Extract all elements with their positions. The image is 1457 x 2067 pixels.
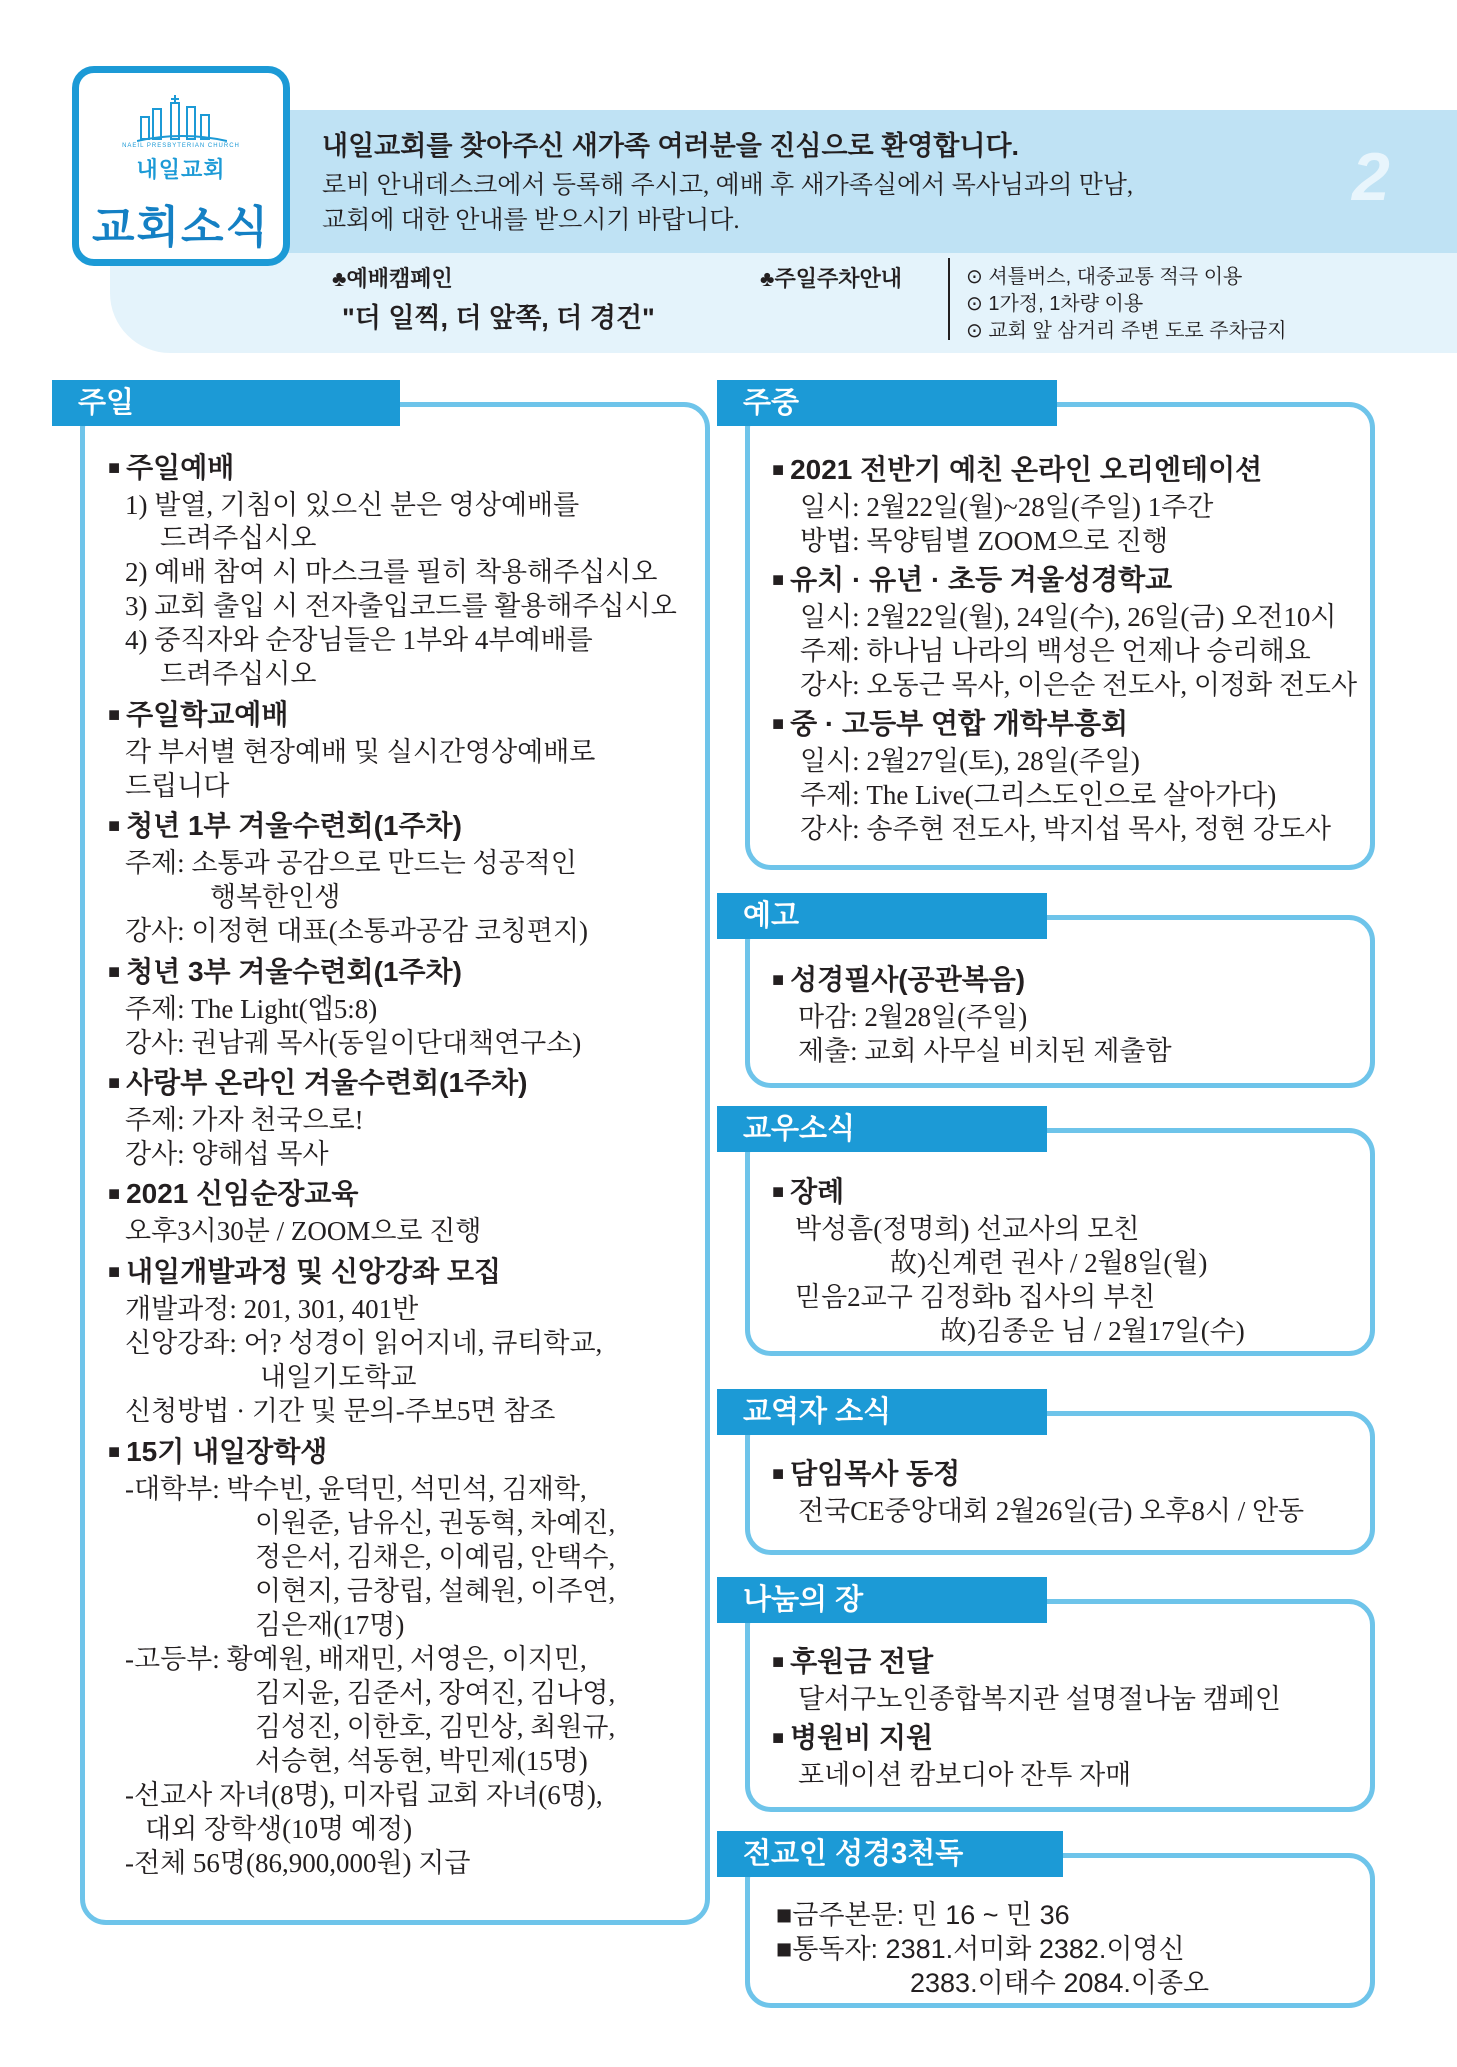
item-line: 강사: 송주현 전도사, 박지섭 목사, 정현 강도사 <box>800 814 1331 844</box>
item-line: 4) 중직자와 순장님들은 1부와 4부예배를 <box>125 625 593 655</box>
bible-line: 2383.이태수 2084.이종오 <box>910 1968 1210 1998</box>
welcome-title: 내일교회를 찾아주신 새가족 여러분을 진심으로 환영합니다. <box>322 131 1020 161</box>
bible-line: ■통독자: 2381.서미화 2382.이영신 <box>776 1934 1185 1964</box>
item-line: 정은서, 김채은, 이예림, 안택수, <box>255 1542 616 1572</box>
item-line: 주제: 하나님 나라의 백성은 언제나 승리해요 <box>800 636 1311 666</box>
item-line: 1) 발열, 기침이 있으신 분은 영상예배를 <box>125 490 580 520</box>
logo-name: 내일교회 <box>136 157 226 182</box>
item-line: 개발과정: 201, 301, 401반 <box>125 1294 419 1324</box>
item-title: ■ 2021 신임순장교육 <box>108 1172 358 1212</box>
item-title: ■ 중 · 고등부 연합 개학부흥회 <box>772 702 1128 742</box>
parking-title: ♣주일주차안내 <box>760 266 902 291</box>
item-line: 드려주십시오 <box>160 659 317 689</box>
campaign-title: ♣예배캠페인 <box>332 266 453 291</box>
item-line: 故)신계련 권사 / 2월8일(월) <box>890 1248 1208 1278</box>
item-line: 주제: The Live(그리스도인으로 살아가다) <box>800 780 1277 810</box>
item-line: 주제: 가자 천국으로! <box>125 1105 364 1135</box>
item-line: 주제: The Light(엡5:8) <box>125 994 378 1024</box>
item-title: ■ 성경필사(공관복음) <box>772 958 1025 998</box>
item-line: 이원준, 남유신, 권동혁, 차예진, <box>255 1508 616 1538</box>
item-line: 3) 교회 출입 시 전자출입코드를 활용해주십시오 <box>125 591 677 621</box>
item-line: 달서구노인종합복지관 설명절나눔 캠페인 <box>798 1684 1281 1714</box>
item-line: 마감: 2월28일(주일) <box>798 1002 1028 1032</box>
item-line: 믿음2교구 김정화b 집사의 부친 <box>795 1282 1156 1312</box>
divider <box>948 258 950 340</box>
item-line: 일시: 2월22일(월), 24일(수), 26일(금) 오전10시 <box>800 602 1337 632</box>
parking-item: ⊙ 셔틀버스, 대중교통 적극 이용 <box>966 266 1243 288</box>
item-line: -고등부: 황예원, 배재민, 서영은, 이지민, <box>125 1644 587 1674</box>
item-line: 김지윤, 김준서, 장여진, 김나영, <box>255 1678 616 1708</box>
item-line: 각 부서별 현장예배 및 실시간영상예배로 <box>125 737 596 767</box>
item-line: 강사: 권남궤 목사(동일이단대책연구소) <box>125 1028 582 1058</box>
item-title: ■ 청년 3부 겨울수련회(1주차) <box>108 950 462 990</box>
item-line: 행복한인생 <box>210 882 341 912</box>
item-line: 대외 장학생(10명 예정) <box>145 1814 413 1844</box>
item-line: 박성흠(정명희) 선교사의 모친 <box>795 1214 1140 1244</box>
church-building-icon <box>137 95 227 145</box>
item-title: ■ 2021 전반기 예친 온라인 오리엔테이션 <box>772 448 1262 488</box>
item-title: ■ 장례 <box>772 1170 844 1210</box>
tab-sunday: 주일 <box>52 380 400 426</box>
item-line: 강사: 양해섭 목사 <box>125 1139 329 1169</box>
item-line: 신청방법 · 기간 및 문의-주보5면 참조 <box>125 1396 556 1426</box>
item-title: ■ 청년 1부 겨울수련회(1주차) <box>108 804 462 844</box>
church-logo <box>72 66 290 266</box>
item-line: 故)김종운 님 / 2월17일(수) <box>940 1316 1245 1346</box>
item-line: 2) 예배 참여 시 마스크를 필히 착용해주십시오 <box>125 557 658 587</box>
tab-midweek: 주중 <box>717 380 1057 426</box>
item-line: 드립니다 <box>125 771 230 801</box>
item-line: -전체 56명(86,900,000원) 지급 <box>125 1848 471 1878</box>
item-line: 서승현, 석동현, 박민제(15명) <box>255 1746 588 1776</box>
item-line: 내일기도학교 <box>260 1362 417 1392</box>
tab-sharing: 나눔의 장 <box>717 1577 1047 1623</box>
tab-members: 교우소식 <box>717 1106 1047 1152</box>
item-line: 주제: 소통과 공감으로 만드는 성공적인 <box>125 848 577 878</box>
item-title: ■ 병원비 지원 <box>772 1716 933 1756</box>
item-title: ■ 후원금 전달 <box>772 1640 933 1680</box>
item-line: 포네이션 캄보디아 잔투 자매 <box>798 1760 1132 1790</box>
item-title: ■ 유치 · 유년 · 초등 겨울성경학교 <box>772 558 1172 598</box>
parking-item: ⊙ 1가정, 1차량 이용 <box>966 293 1144 315</box>
tab-bible: 전교인 성경3천독 <box>717 1831 1063 1877</box>
item-title: ■ 내일개발과정 및 신앙강좌 모집 <box>108 1250 501 1290</box>
bible-line: ■금주본문: 민 16 ~ 민 36 <box>776 1900 1070 1930</box>
page-number: 2 <box>1352 139 1390 215</box>
item-line: -선교사 자녀(8명), 미자립 교회 자녀(6명), <box>125 1780 603 1810</box>
item-line: 제출: 교회 사무실 비치된 제출함 <box>798 1036 1172 1066</box>
welcome-line: 교회에 대한 안내를 받으시기 바랍니다. <box>322 207 740 234</box>
section-title: 교회소식 <box>91 203 270 252</box>
item-line: 일시: 2월22일(월)~28일(주일) 1주간 <box>800 492 1214 522</box>
item-line: 방법: 목양팀별 ZOOM으로 진행 <box>800 526 1169 556</box>
item-line: 전국CE중앙대회 2월26일(금) 오후8시 / 안동 <box>798 1496 1305 1526</box>
item-title: ■ 15기 내일장학생 <box>108 1430 327 1470</box>
campaign-slogan: "더 일찍, 더 앞쪽, 더 경건" <box>342 303 655 333</box>
item-line: 드려주십시오 <box>160 523 317 553</box>
item-line: 일시: 2월27일(토), 28일(주일) <box>800 746 1140 776</box>
tab-notice: 예고 <box>717 893 1047 939</box>
tab-ministers: 교역자 소식 <box>717 1389 1047 1435</box>
parking-item: ⊙ 교회 앞 삼거리 주변 도로 주차금지 <box>966 320 1287 342</box>
item-line: 김은재(17명) <box>255 1610 405 1640</box>
item-line: 강사: 오동근 목사, 이은순 전도사, 이정화 전도사 <box>800 670 1358 700</box>
item-title: ■ 사랑부 온라인 겨울수련회(1주차) <box>108 1061 528 1101</box>
item-line: 강사: 이정현 대표(소통과공감 코칭편지) <box>125 916 589 946</box>
item-line: 신앙강좌: 어? 성경이 읽어지네, 큐티학교, <box>125 1328 603 1358</box>
item-title: ■ 주일예배 <box>108 446 234 486</box>
welcome-line: 로비 안내데스크에서 등록해 주시고, 예배 후 새가족실에서 목사님과의 만남, <box>322 172 1134 199</box>
item-line: 이현지, 금창립, 설혜원, 이주연, <box>255 1576 616 1606</box>
logo-subtitle: NAEIL PRESBYTERIAN CHURCH <box>122 143 240 149</box>
item-title: ■ 담임목사 동정 <box>772 1452 960 1492</box>
item-line: -대학부: 박수빈, 윤덕민, 석민석, 김재학, <box>125 1474 587 1504</box>
item-line: 오후3시30분 / ZOOM으로 진행 <box>125 1216 482 1246</box>
item-line: 김성진, 이한호, 김민상, 최원규, <box>255 1712 616 1742</box>
item-title: ■ 주일학교예배 <box>108 693 288 733</box>
